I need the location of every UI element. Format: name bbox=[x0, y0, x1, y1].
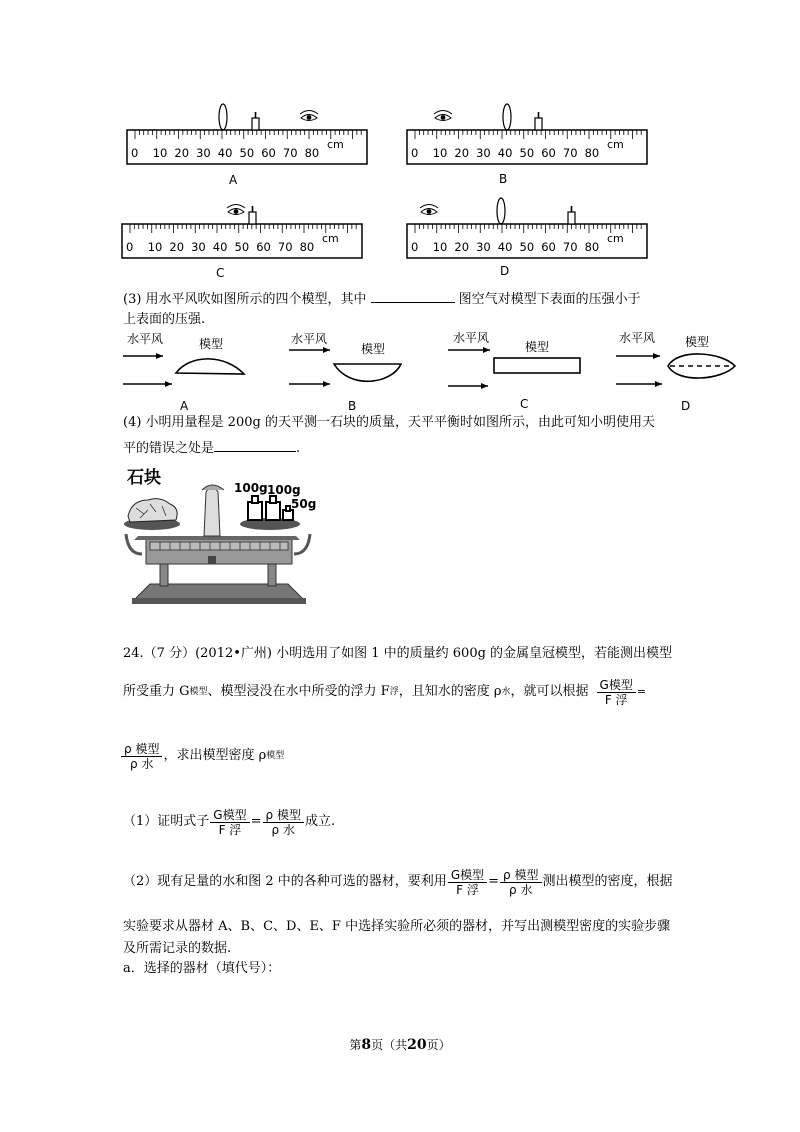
wind-label-d: 水平风 bbox=[619, 331, 656, 345]
q4-line2 bbox=[123, 438, 300, 458]
p1-frac-g: G bbox=[213, 807, 223, 822]
svg-text:10: 10 bbox=[432, 146, 448, 160]
svg-text:50: 50 bbox=[239, 146, 255, 160]
svg-text:80: 80 bbox=[299, 240, 315, 254]
ruler-b bbox=[407, 104, 647, 164]
q24-p2-line4: a．选择的器材（填代号）： bbox=[123, 961, 281, 976]
p1-fraction-g-over-f bbox=[210, 808, 249, 837]
svg-text:0: 0 bbox=[411, 240, 419, 254]
p2-fraction-g-over-f bbox=[448, 868, 487, 897]
sub-model2: 模型 bbox=[266, 751, 285, 761]
q4-line1: (4) 小明用量程是 200g 的天平测一石块的质量，天平平衡时如图所示，由此可知小明使用天 bbox=[123, 415, 655, 430]
frac-f-sub: 浮 bbox=[615, 692, 628, 707]
q24-p2-post: 测出模型的密度，根据 bbox=[542, 874, 673, 889]
wind-fig-label-c: C bbox=[520, 397, 529, 411]
svg-text:40: 40 bbox=[497, 146, 513, 160]
model-label-c: 模型 bbox=[525, 340, 550, 354]
wind-label-a: 水平风 bbox=[127, 332, 164, 346]
q3-line1-pre: (3) 用水平风吹如图所示的四个模型，其中 bbox=[123, 292, 367, 307]
p2-fraction-rho bbox=[500, 868, 541, 897]
p2-frac-g-sub: 模型 bbox=[460, 867, 485, 882]
q3-line2: 上表面的压强. bbox=[123, 312, 206, 327]
ruler-label-d: D bbox=[500, 264, 510, 278]
svg-text:0: 0 bbox=[126, 240, 134, 254]
equals-sign: = bbox=[636, 685, 647, 698]
frac-g-sub: 模型 bbox=[608, 677, 633, 692]
frac-g: G bbox=[599, 677, 609, 692]
svg-text:30: 30 bbox=[196, 146, 211, 160]
ruler-label-b: B bbox=[499, 172, 508, 186]
svg-text:60: 60 bbox=[261, 146, 276, 160]
svg-text:70: 70 bbox=[562, 146, 578, 160]
ruler-label-c: C bbox=[216, 266, 225, 280]
svg-text:40: 40 bbox=[497, 240, 513, 254]
p1-equals: = bbox=[250, 814, 262, 829]
p2-frac-rho-top-sub: 模型 bbox=[514, 867, 539, 882]
footer-total-pages: 20 bbox=[407, 1037, 427, 1053]
svg-text:30: 30 bbox=[476, 146, 491, 160]
p1-frac-rho-bottom-sub: 水 bbox=[282, 822, 295, 837]
q3-line1-post: 图空气对模型下表面的压强小于 bbox=[458, 292, 641, 307]
model-label-b: 模型 bbox=[361, 342, 386, 356]
q24-line3 bbox=[120, 736, 284, 776]
svg-text:60: 60 bbox=[256, 240, 271, 254]
svg-text:70: 70 bbox=[277, 240, 293, 254]
svg-text:10: 10 bbox=[147, 240, 163, 254]
fraction-g-over-f bbox=[597, 678, 636, 707]
svg-text:20: 20 bbox=[454, 240, 470, 254]
p1-frac-f-sub: 浮 bbox=[229, 822, 242, 837]
model-label-d: 模型 bbox=[685, 335, 710, 349]
fraction-rho bbox=[121, 742, 162, 771]
frac-rho-top: ρ bbox=[124, 741, 132, 756]
q24-p1 bbox=[123, 802, 335, 842]
q24-p2-line3: 及所需记录的数据. bbox=[123, 941, 232, 956]
svg-text:cm: cm bbox=[607, 232, 624, 245]
svg-text:0: 0 bbox=[411, 146, 419, 160]
svg-text:30: 30 bbox=[476, 240, 491, 254]
svg-text:50: 50 bbox=[519, 240, 535, 254]
wind-label-c: 水平风 bbox=[453, 331, 490, 345]
q24-p2 bbox=[123, 862, 673, 902]
weight-label-1: 100g bbox=[234, 481, 268, 495]
footer-post: 页） bbox=[426, 1038, 451, 1052]
p2-equals: = bbox=[488, 874, 500, 889]
svg-text:cm: cm bbox=[607, 138, 624, 151]
svg-text:40: 40 bbox=[217, 146, 233, 160]
q4-answer-blank[interactable] bbox=[214, 438, 296, 452]
ruler-label-a: A bbox=[229, 173, 238, 187]
q24-line2-b: 、模型浸没在水中所受的浮力 F bbox=[207, 684, 390, 699]
svg-text:cm: cm bbox=[322, 232, 339, 245]
stone-label: 石块 bbox=[127, 468, 161, 488]
svg-text:10: 10 bbox=[152, 146, 168, 160]
q24-p1-post: 成立. bbox=[304, 814, 336, 829]
q24-line2-a: 所受重力 G bbox=[123, 684, 190, 699]
sub-model: 模型 bbox=[189, 687, 208, 697]
sub-water: 水 bbox=[501, 687, 511, 697]
q3-line1 bbox=[123, 289, 641, 309]
svg-text:20: 20 bbox=[169, 240, 185, 254]
svg-text:30: 30 bbox=[191, 240, 206, 254]
footer-pre: 第 bbox=[349, 1038, 362, 1052]
svg-text:80: 80 bbox=[304, 146, 320, 160]
sub-float: 浮 bbox=[389, 687, 399, 697]
p2-frac-rho-bottom-sub: 水 bbox=[520, 882, 533, 897]
p2-frac-rho-bottom: ρ bbox=[509, 882, 517, 897]
svg-text:10: 10 bbox=[432, 240, 448, 254]
q24-p1-pre: （1）证明式子 bbox=[123, 814, 210, 829]
q24-p2-pre: （2）现有足量的水和图 2 中的各种可选的器材，要利用 bbox=[123, 874, 447, 889]
svg-text:70: 70 bbox=[562, 240, 578, 254]
wind-label-b: 水平风 bbox=[291, 332, 328, 346]
p2-frac-f-sub: 浮 bbox=[466, 882, 479, 897]
footer-mid: 页（共 bbox=[371, 1038, 408, 1052]
weight-label-3: 50g bbox=[291, 497, 317, 511]
p2-frac-g: G bbox=[450, 867, 461, 882]
svg-text:50: 50 bbox=[519, 146, 535, 160]
ruler-d bbox=[407, 198, 647, 258]
q24-line2-d: ，就可以根据 bbox=[510, 684, 589, 699]
svg-text:50: 50 bbox=[234, 240, 250, 254]
svg-text:cm: cm bbox=[327, 138, 344, 151]
frac-rho-bottom-sub: 水 bbox=[141, 756, 154, 771]
ruler-figures bbox=[0, 0, 800, 290]
svg-text:60: 60 bbox=[541, 240, 556, 254]
p1-frac-f: F bbox=[218, 822, 226, 837]
svg-text:40: 40 bbox=[212, 240, 228, 254]
svg-text:0: 0 bbox=[131, 146, 139, 160]
q3-answer-blank[interactable] bbox=[371, 289, 455, 303]
q4-line2-post: . bbox=[296, 441, 301, 456]
q24-p2-line2: 实验要求从器材 A、B、C、D、E、F 中选择实验所必须的器材，并写出测模型密度的实验步骤 bbox=[123, 919, 671, 934]
svg-text:80: 80 bbox=[584, 146, 600, 160]
p1-frac-rho-top-sub: 模型 bbox=[276, 807, 301, 822]
svg-text:60: 60 bbox=[541, 146, 556, 160]
ruler-a bbox=[127, 104, 367, 164]
frac-rho-bottom: ρ bbox=[130, 756, 138, 771]
q4-line2-pre: 平的错误之处是 bbox=[123, 441, 215, 456]
svg-text:80: 80 bbox=[584, 240, 600, 254]
q24-line2-c: ，且知水的密度 ρ bbox=[398, 684, 502, 699]
frac-rho-top-sub: 模型 bbox=[135, 741, 160, 756]
p1-frac-rho-bottom: ρ bbox=[271, 822, 280, 837]
p1-frac-rho-top: ρ bbox=[265, 807, 274, 822]
wind-fig-label-a: A bbox=[180, 399, 189, 413]
frac-f: F bbox=[604, 692, 612, 707]
footer-page-number: 8 bbox=[361, 1037, 372, 1053]
ruler-c bbox=[122, 205, 362, 259]
svg-text:20: 20 bbox=[174, 146, 190, 160]
q24-line1: 24.（7 分）(2012•广州) 小明选用了如图 1 中的质量约 600g 的金属皇冠模型，若能测出模型 bbox=[123, 646, 673, 661]
model-label-a: 模型 bbox=[199, 337, 224, 351]
p2-frac-rho-top: ρ bbox=[503, 867, 511, 882]
svg-text:20: 20 bbox=[454, 146, 470, 160]
svg-text:70: 70 bbox=[282, 146, 298, 160]
weight-label-2: 100g bbox=[267, 483, 301, 497]
p1-frac-g-sub: 模型 bbox=[222, 807, 247, 822]
q24-line3-text: ，求出模型密度 ρ bbox=[163, 748, 267, 763]
q24-line2 bbox=[123, 672, 646, 712]
p1-fraction-rho bbox=[263, 808, 304, 837]
page-footer bbox=[0, 1036, 800, 1053]
wind-fig-label-b: B bbox=[348, 399, 357, 413]
wind-fig-label-d: D bbox=[681, 399, 691, 413]
wind-model-figures bbox=[0, 326, 800, 416]
p2-frac-f: F bbox=[456, 882, 463, 897]
